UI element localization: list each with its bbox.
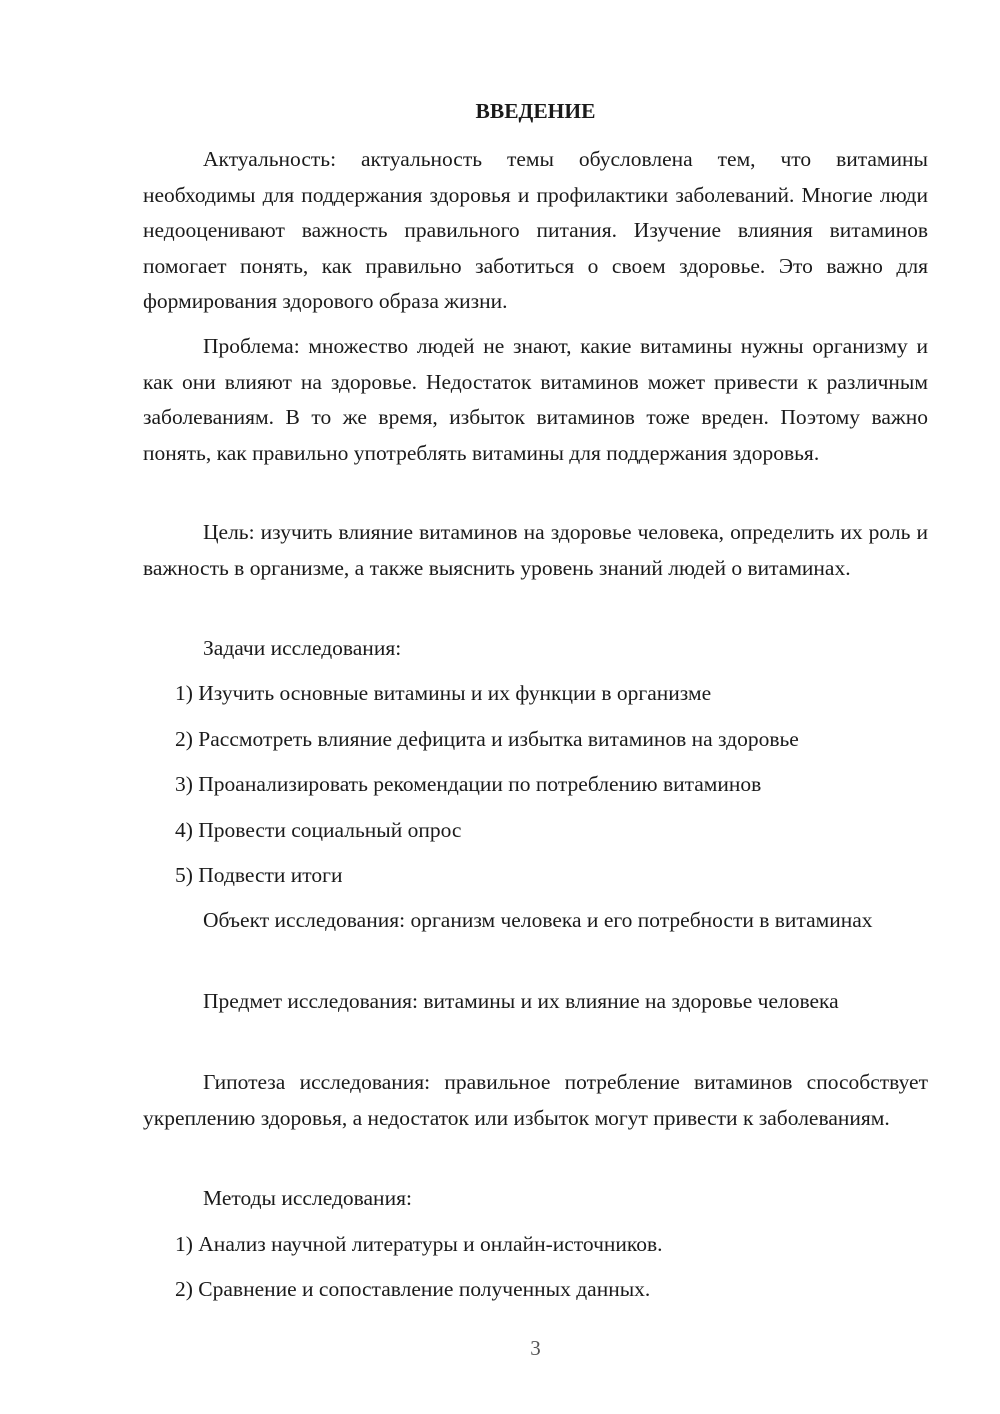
goal-paragraph: Цель: изучить влияние витаминов на здоровье человека, определить их роль и важность в организме, а также выяснить уровень знаний людей о витаминах. [143, 520, 928, 580]
method-item: 2) Сравнение и сопоставление полученных данных. [175, 1277, 651, 1301]
relevance-paragraph: Актуальность: актуальность темы обусловлена тем, что витамины необходимы для поддержания здоровья и профилактики заболеваний. Многие люди недооценивают важность правильного питания. Изучение влияния витаминов помогает понять, как правильно заботиться о своем здоровье. Это важно для формирования здорового образа жизни. [143, 147, 928, 313]
task-item: 4) Провести социальный опрос [175, 818, 462, 842]
method-item: 1) Анализ научной литературы и онлайн-источников. [175, 1232, 663, 1256]
problem-paragraph: Проблема: множество людей не знают, какие витамины нужны организму и как они влияют на здоровье. Недостаток витаминов может привести к различным заболеваниям. В то же время, избыток витаминов тоже вреден. Поэтому важно понять, как правильно употреблять витамины для поддержания здоровья. [143, 334, 928, 465]
page-number: 3 [530, 1336, 541, 1360]
hypothesis-paragraph: Гипотеза исследования: правильное потребление витаминов способствует укреплению здоровья, а недостаток или избыток могут привести к заболеваниям. [143, 1070, 928, 1130]
task-item: 3) Проанализировать рекомендации по потреблению витаминов [175, 772, 762, 796]
document-page [143, 0, 928, 1414]
task-item: 1) Изучить основные витамины и их функции в организме [175, 681, 712, 705]
subject-paragraph: Предмет исследования: витамины и их влияние на здоровье человека [203, 989, 839, 1013]
task-item: 5) Подвести итоги [175, 863, 343, 887]
object-paragraph: Объект исследования: организм человека и его потребности в витаминах [203, 908, 873, 932]
task-item: 2) Рассмотреть влияние дефицита и избытка витаминов на здоровье [175, 727, 799, 751]
methods-label: Методы исследования: [203, 1186, 412, 1210]
section-title: ВВЕДЕНИЕ [475, 99, 596, 123]
tasks-label: Задачи исследования: [203, 636, 402, 660]
